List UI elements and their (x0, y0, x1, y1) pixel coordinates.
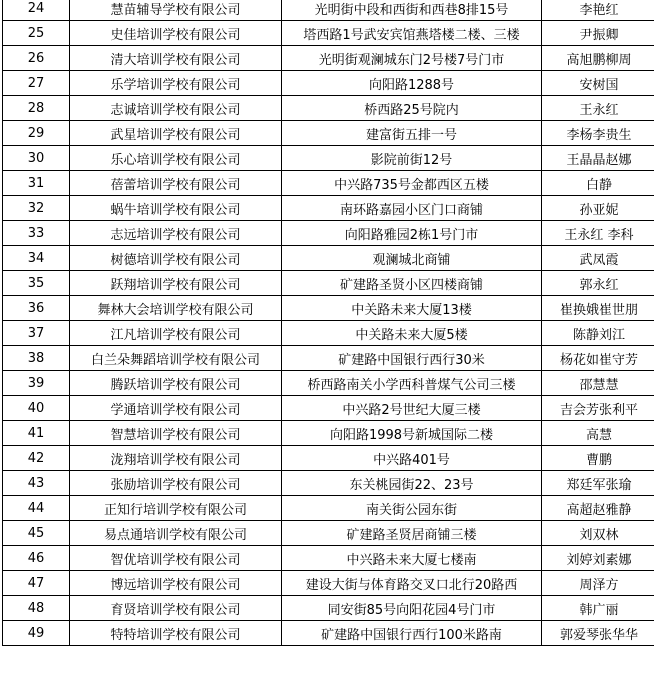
row-number-cell: 31 (3, 171, 70, 196)
address-cell: 南环路嘉园小区门口商铺 (282, 196, 542, 221)
school-name-cell: 史佳培训学校有限公司 (70, 21, 282, 46)
row-number-cell: 42 (3, 446, 70, 471)
contact-cell: 王永红 李科 (542, 221, 654, 246)
contact-cell: 韩广丽 (542, 596, 654, 621)
table-row (3, 321, 654, 346)
address-cell: 建富街五排一号 (282, 121, 542, 146)
school-name-cell: 清大培训学校有限公司 (70, 46, 282, 71)
table-row (3, 571, 654, 596)
address-cell: 光明街中段和西街和西巷8排15号 (282, 0, 542, 21)
contact-cell: 安树国 (542, 71, 654, 96)
address-cell: 影院前街12号 (282, 146, 542, 171)
contact-cell: 郭爱琴张华华 (542, 621, 654, 646)
table-row (3, 196, 654, 221)
row-number-cell: 38 (3, 346, 70, 371)
table-row (3, 471, 654, 496)
address-cell: 向阳路雅园2栋1号门市 (282, 221, 542, 246)
contact-cell: 刘双林 (542, 521, 654, 546)
row-number-cell: 48 (3, 596, 70, 621)
address-cell: 光明街观澜城东门2号楼7号门市 (282, 46, 542, 71)
school-name-cell: 乐学培训学校有限公司 (70, 71, 282, 96)
contact-cell: 李艳红 (542, 0, 654, 21)
school-name-cell: 张励培训学校有限公司 (70, 471, 282, 496)
table-row (3, 621, 654, 646)
school-name-cell: 武星培训学校有限公司 (70, 121, 282, 146)
address-cell: 同安街85号向阳花园4号门市 (282, 596, 542, 621)
address-cell: 中兴路735号金都西区五楼 (282, 171, 542, 196)
school-name-cell: 乐心培训学校有限公司 (70, 146, 282, 171)
table-row (3, 146, 654, 171)
school-name-cell: 学通培训学校有限公司 (70, 396, 282, 421)
table-row (3, 521, 654, 546)
school-name-cell: 育贤培训学校有限公司 (70, 596, 282, 621)
address-cell: 中兴路2号世纪大厦三楼 (282, 396, 542, 421)
row-number-cell: 28 (3, 96, 70, 121)
contact-cell: 高慧 (542, 421, 654, 446)
row-number-cell: 27 (3, 71, 70, 96)
school-name-cell: 博远培训学校有限公司 (70, 571, 282, 596)
contact-cell: 吉会芳张利平 (542, 396, 654, 421)
address-cell: 中兴路401号 (282, 446, 542, 471)
row-number-cell: 33 (3, 221, 70, 246)
contact-cell: 武凤霞 (542, 246, 654, 271)
address-cell: 观澜城北商铺 (282, 246, 542, 271)
row-number-cell: 25 (3, 21, 70, 46)
contact-cell: 陈静刘江 (542, 321, 654, 346)
address-cell: 桥西路25号院内 (282, 96, 542, 121)
row-number-cell: 26 (3, 46, 70, 71)
table-row (3, 71, 654, 96)
contact-cell: 李杨李贵生 (542, 121, 654, 146)
contact-cell: 白静 (542, 171, 654, 196)
table-row (3, 296, 654, 321)
row-number-cell: 24 (3, 0, 70, 21)
row-number-cell: 30 (3, 146, 70, 171)
table-row (3, 346, 654, 371)
address-cell: 南关街公园东街 (282, 496, 542, 521)
row-number-cell: 29 (3, 121, 70, 146)
school-name-cell: 白兰朵舞蹈培训学校有限公司 (70, 346, 282, 371)
contact-cell: 高旭鹏柳周 (542, 46, 654, 71)
address-cell: 中关路未来大厦5楼 (282, 321, 542, 346)
table-row (3, 596, 654, 621)
table-row (3, 21, 654, 46)
school-name-cell: 易点通培训学校有限公司 (70, 521, 282, 546)
school-name-cell: 智优培训学校有限公司 (70, 546, 282, 571)
contact-cell: 孙亚妮 (542, 196, 654, 221)
table-row (3, 421, 654, 446)
row-number-cell: 46 (3, 546, 70, 571)
address-cell: 中关路未来大厦13楼 (282, 296, 542, 321)
address-cell: 向阳路1288号 (282, 71, 542, 96)
school-name-cell: 特特培训学校有限公司 (70, 621, 282, 646)
contact-cell: 周泽方 (542, 571, 654, 596)
row-number-cell: 41 (3, 421, 70, 446)
table-row (3, 246, 654, 271)
address-cell: 建设大街与体育路交叉口北行20路西 (282, 571, 542, 596)
school-registry-table (2, 0, 654, 646)
school-name-cell: 志诚培训学校有限公司 (70, 96, 282, 121)
row-number-cell: 39 (3, 371, 70, 396)
table-row (3, 446, 654, 471)
contact-cell: 刘婷刘素娜 (542, 546, 654, 571)
school-name-cell: 志远培训学校有限公司 (70, 221, 282, 246)
school-name-cell: 智慧培训学校有限公司 (70, 421, 282, 446)
row-number-cell: 40 (3, 396, 70, 421)
row-number-cell: 36 (3, 296, 70, 321)
school-name-cell: 舞林大会培训学校有限公司 (70, 296, 282, 321)
school-name-cell: 江凡培训学校有限公司 (70, 321, 282, 346)
address-cell: 塔西路1号武安宾馆燕塔楼二楼、三楼 (282, 21, 542, 46)
school-name-cell: 蜗牛培训学校有限公司 (70, 196, 282, 221)
row-number-cell: 47 (3, 571, 70, 596)
contact-cell: 曹鹏 (542, 446, 654, 471)
contact-cell: 尹振卿 (542, 21, 654, 46)
table-row (3, 271, 654, 296)
row-number-cell: 32 (3, 196, 70, 221)
address-cell: 矿建路中国银行西行30米 (282, 346, 542, 371)
table-row (3, 496, 654, 521)
contact-cell: 王晶晶赵娜 (542, 146, 654, 171)
row-number-cell: 37 (3, 321, 70, 346)
school-name-cell: 泷翔培训学校有限公司 (70, 446, 282, 471)
row-number-cell: 34 (3, 246, 70, 271)
table-row (3, 546, 654, 571)
row-number-cell: 35 (3, 271, 70, 296)
table-row (3, 371, 654, 396)
contact-cell: 郭永红 (542, 271, 654, 296)
row-number-cell: 44 (3, 496, 70, 521)
contact-cell: 邵慧慧 (542, 371, 654, 396)
school-name-cell: 蓓蕾培训学校有限公司 (70, 171, 282, 196)
row-number-cell: 43 (3, 471, 70, 496)
row-number-cell: 45 (3, 521, 70, 546)
table-row (3, 121, 654, 146)
address-cell: 矿建路圣贤小区四楼商铺 (282, 271, 542, 296)
address-cell: 东关桃园街22、23号 (282, 471, 542, 496)
contact-cell: 崔换娥崔世朋 (542, 296, 654, 321)
contact-cell: 高超赵雅静 (542, 496, 654, 521)
address-cell: 桥西路南关小学西科普煤气公司三楼 (282, 371, 542, 396)
school-name-cell: 树德培训学校有限公司 (70, 246, 282, 271)
table-row (3, 46, 654, 71)
address-cell: 矿建路圣贤居商铺三楼 (282, 521, 542, 546)
table-row (3, 171, 654, 196)
contact-cell: 王永红 (542, 96, 654, 121)
school-name-cell: 腾跃培训学校有限公司 (70, 371, 282, 396)
address-cell: 矿建路中国银行西行100米路南 (282, 621, 542, 646)
address-cell: 中兴路未来大厦七楼南 (282, 546, 542, 571)
table-row (3, 0, 654, 21)
school-name-cell: 慧苗辅导学校有限公司 (70, 0, 282, 21)
contact-cell: 杨花如崔守芳 (542, 346, 654, 371)
table-row (3, 96, 654, 121)
school-name-cell: 正知行培训学校有限公司 (70, 496, 282, 521)
table-row (3, 396, 654, 421)
school-name-cell: 跃翔培训学校有限公司 (70, 271, 282, 296)
row-number-cell: 49 (3, 621, 70, 646)
contact-cell: 郑廷军张瑜 (542, 471, 654, 496)
table-row (3, 221, 654, 246)
table-body (3, 0, 654, 646)
address-cell: 向阳路1998号新城国际二楼 (282, 421, 542, 446)
